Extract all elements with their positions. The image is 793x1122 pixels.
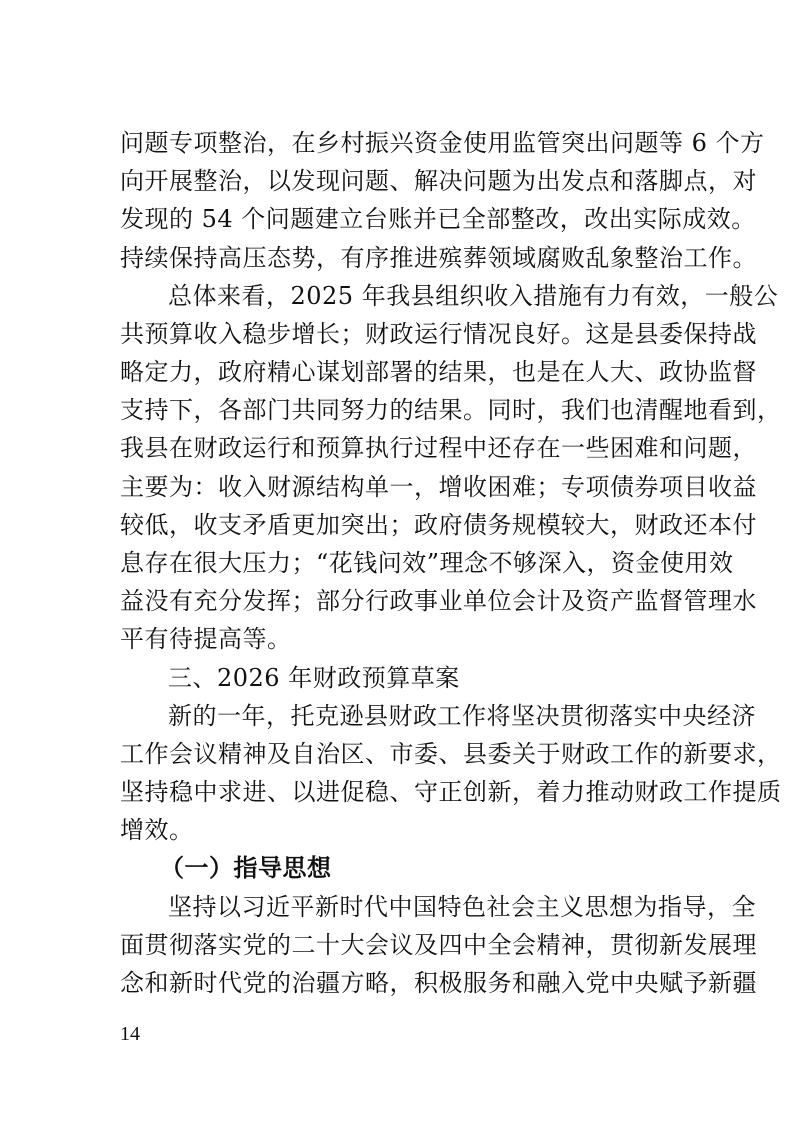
body-text-line: 向开展整治，以发现问题、解决问题为出发点和落脚点，对 xyxy=(120,167,757,195)
section-heading: 三、2026 年财政预算草案 xyxy=(168,664,460,692)
body-text-line: 主要为：收入财源结构单一，增收困难；专项债券项目收益 xyxy=(120,473,757,501)
body-text-line: 问题专项整治，在乡村振兴资金使用监管突出问题等 6 个方 xyxy=(120,129,765,157)
body-text-line: 较低，收支矛盾更加突出；政府债务规模较大，财政还本付 xyxy=(120,511,757,539)
body-text-line: 工作会议精神及自治区、市委、县委关于财政工作的新要求， xyxy=(120,740,782,768)
body-text-line: 共预算收入稳步增长；财政运行情况良好。这是县委保持战 xyxy=(120,320,757,348)
body-text-line: 面贯彻落实党的二十大会议及四中全会精神，贯彻新发展理 xyxy=(120,931,757,959)
body-text-line: 念和新时代党的治疆方略，积极服务和融入党中央赋予新疆 xyxy=(120,969,757,997)
body-text-line: 坚持稳中求进、以进促稳、守正创新，着力推动财政工作提质 xyxy=(120,778,782,806)
body-text-line: 我县在财政运行和预算执行过程中还存在一些困难和问题， xyxy=(120,434,757,462)
body-text-line: 益没有充分发挥；部分行政事业单位会计及资产监督管理水 xyxy=(120,587,757,615)
body-text-line: 略定力，政府精心谋划部署的结果，也是在人大、政协监督 xyxy=(120,358,757,386)
body-text-line: 持续保持高压态势，有序推进殡葬领域腐败乱象整治工作。 xyxy=(120,244,757,272)
paragraph-first-line: 新的一年，托克逊县财政工作将坚决贯彻落实中央经济 xyxy=(168,702,756,730)
paragraph-first-line: 坚持以习近平新时代中国特色社会主义思想为指导，全 xyxy=(168,893,756,921)
paragraph-first-line: 总体来看，2025 年我县组织收入措施有力有效，一般公 xyxy=(168,282,779,310)
page-number: 14 xyxy=(120,1023,140,1045)
body-text-line: 息存在很大压力；“花钱问效”理念不够深入，资金使用效 xyxy=(120,549,734,577)
subsection-heading: （一）指导思想 xyxy=(160,854,332,882)
body-text-line: 增效。 xyxy=(120,816,194,844)
body-text-line: 支持下，各部门共同努力的结果。同时，我们也清醒地看到， xyxy=(120,396,782,424)
body-text-line: 发现的 54 个问题建立台账并已全部整改，改出实际成效。 xyxy=(120,205,756,233)
body-text-line: 平有待提高等。 xyxy=(120,625,292,653)
